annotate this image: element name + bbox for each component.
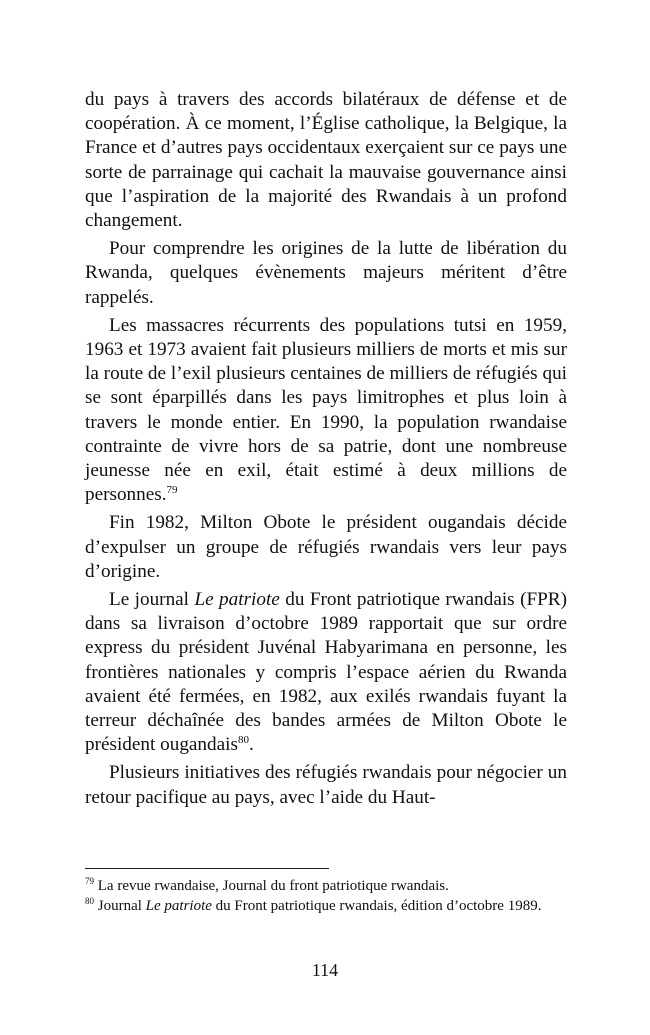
footnotes [85, 876, 567, 916]
text-run: . [248, 734, 254, 756]
footnote [85, 896, 567, 916]
text-run: Le journal [109, 589, 195, 611]
text-run: Fin 1982, Milton Obote le président ougandais décide d’expulser un groupe de réfugiés rwandais vers leur pays d’origine. [85, 512, 567, 582]
footnote-marker: 80 [237, 734, 249, 747]
italic-title: Le patriote [145, 898, 212, 914]
footnote-separator [85, 868, 329, 869]
footnote-marker: 79 [166, 484, 178, 497]
paragraph [85, 314, 567, 508]
paragraph [85, 588, 567, 757]
paragraph [85, 237, 567, 310]
body-text [85, 88, 567, 814]
italic-title: Le patriote [194, 589, 280, 611]
text-run: Les massacres récurrents des populations tutsi en 1959, 1963 et 1973 avaient fait plusieurs milliers de morts et mis sur la route de l’exil plusieurs centaines de milliers de réfugiés qui se sont éparpillés dans les pays limitrophes et plus loin à travers le monde entier. En 1990, la population rwandaise contrainte de vivre hors de sa patrie, dont une nombreuse jeunesse née en exil, était estimé à deux millions de personnes. [85, 314, 567, 506]
text-run: Plusieurs initiatives des réfugiés rwandais pour négocier un retour pacifique au pays, avec l’aide du Haut- [85, 762, 567, 808]
footnote [85, 876, 567, 896]
text-run: du Front patriotique rwandais, édition d’octobre 1989. [211, 898, 542, 914]
text-run: du Front patriotique rwandais (FPR) dans sa livraison d’octobre 1989 rapportait que sur ordre express du président Juvénal Habyarimana en personne, les frontières nationales y compris l’espace aérien du Rwanda avaient été fermées, en 1982, aux exilés rwandais fuyant la terreur déchaînée des bandes armées de Milton Obote le président ougandais [85, 589, 567, 756]
text-run: La revue rwandaise, Journal du front patriotique rwandais. [94, 878, 449, 894]
text-run: du pays à travers des accords bilatéraux de défense et de coopération. À ce moment, l’Église catholique, la Belgique, la France et d’autres pays occidentaux exerçaient sur ce pays une sorte de parrainage qui cachait la mauvaise gouvernance ainsi que l’aspiration de la majorité des Rwandais à un profond changement. [85, 89, 567, 232]
paragraph [85, 761, 567, 809]
paragraph [85, 88, 567, 233]
text-run: Pour comprendre les origines de la lutte de libération du Rwanda, quelques évènements majeurs méritent d’être rappelés. [85, 238, 567, 308]
page-number: 114 [311, 960, 339, 980]
footnote-marker: 80 [85, 896, 94, 906]
text-run: Journal [94, 898, 146, 914]
paragraph [85, 511, 567, 584]
footnote-marker: 79 [85, 876, 94, 886]
